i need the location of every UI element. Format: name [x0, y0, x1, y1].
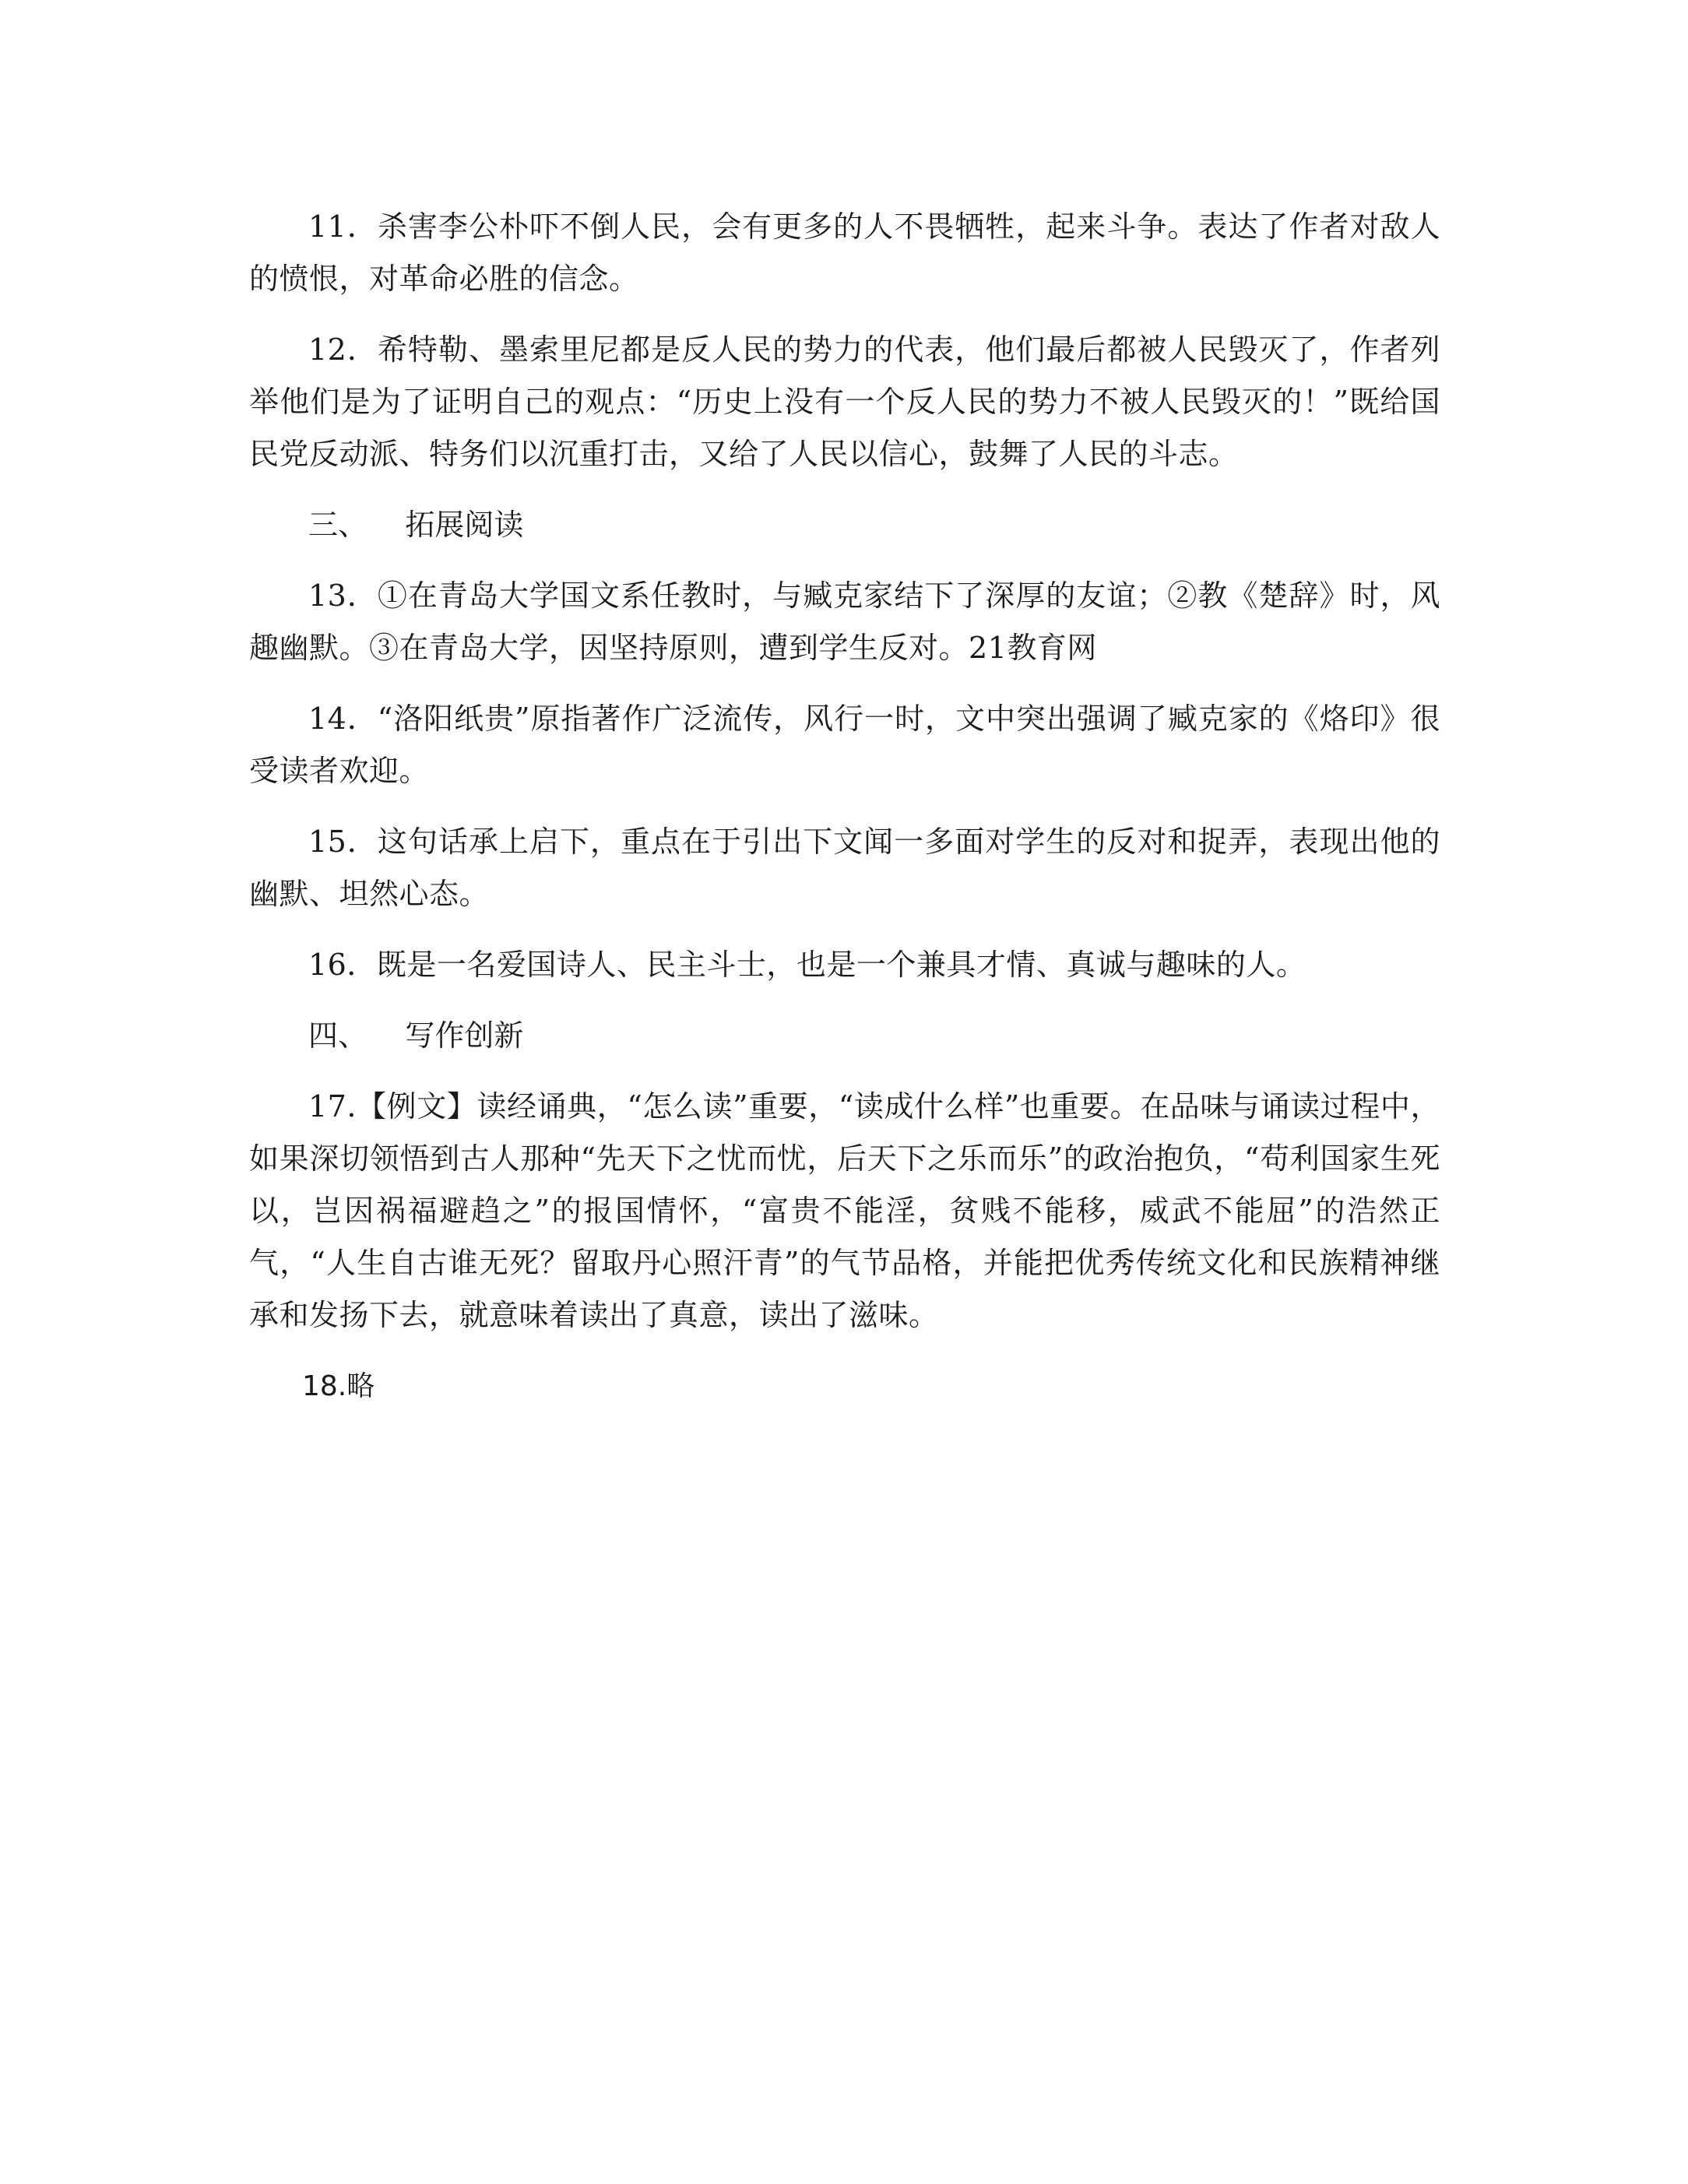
- answer-12: 12．希特勒、墨索里尼都是反人民的势力的代表，他们最后都被人民毁灭了，作者列举他们是为了证明自己的观点：“历史上没有一个反人民的势力不被人民毁灭的！”既给国民党反动派、特务们以沉重打击，又给了人民以信心，鼓舞了人民的斗志。: [249, 332, 1440, 471]
- answer-18: 18.略: [302, 1370, 375, 1402]
- answer-15: 15．这句话承上启下，重点在于引出下文闻一多面对学生的反对和捉弄，表现出他的幽默、坦然心态。: [249, 825, 1440, 911]
- answer-14: 14．“洛阳纸贵”原指著作广泛流传，风行一时，文中突出强调了臧克家的《烙印》很受读者欢迎。: [249, 702, 1440, 788]
- answer-17: 17.【例文】读经诵典，“怎么读”重要，“读成什么样”也重要。在品味与诵读过程中，如果深切领悟到古人那种“先天下之忧而忧，后天下之乐而乐”的政治抱负，“苟利国家生死以，岂因祸福避趋之”的报国情怀，“富贵不能淫，贫贱不能移，威武不能屈”的浩然正气，“人生自古谁无死？留取丹心照汗青”的气节品格，并能把优秀传统文化和民族精神继承和发扬下去，就意味着读出了真意，读出了滋味。: [249, 1089, 1440, 1332]
- section-heading-writing: 四、 写作创新: [308, 1018, 524, 1053]
- section-heading-extended-reading: 三、 拓展阅读: [308, 508, 524, 542]
- answer-11: 11．杀害李公朴吓不倒人民，会有更多的人不畏牺牲，起来斗争。表达了作者对敌人的愤恨，对革命必胜的信念。: [249, 209, 1440, 296]
- answer-13: 13．①在青岛大学国文系任教时，与臧克家结下了深厚的友谊；②教《楚辞》时，风趣幽默。③在青岛大学，因坚持原则，遭到学生反对。21教育网: [249, 579, 1440, 665]
- document-body: [249, 201, 1440, 1412]
- answer-16: 16．既是一名爱国诗人、民主斗士，也是一个兼具才情、真诚与趣味的人。: [308, 948, 1306, 982]
